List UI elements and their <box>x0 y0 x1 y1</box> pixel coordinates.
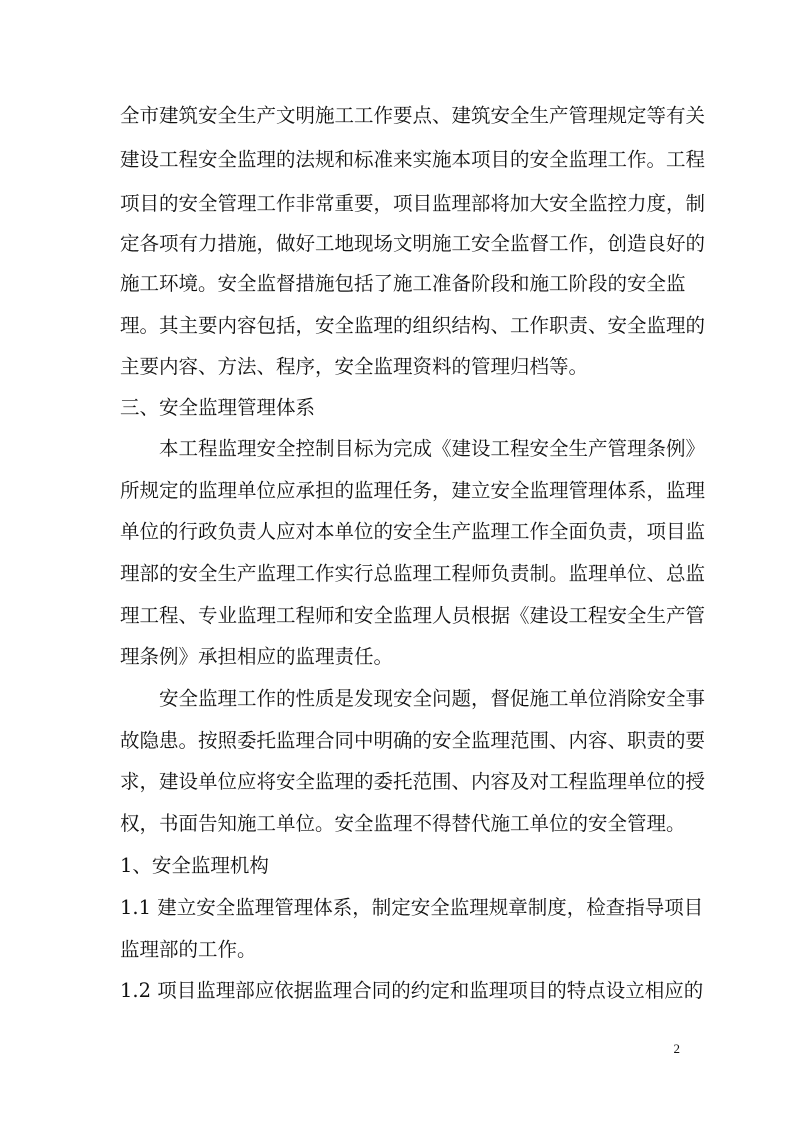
paragraph-line: 1.1 建立安全监理管理体系，制定安全监理规章制度，检查指导项目 <box>120 896 704 919</box>
paragraph-line: 主要内容、方法、程序，安全监理资料的管理归档等。 <box>120 355 589 378</box>
paragraph-line: 所规定的监理单位应承担的监理任务，建立安全监理管理体系，监理 <box>120 479 706 502</box>
paragraph-line: 1.2 项目监理部应依据监理合同的约定和监理项目的特点设立相应的 <box>120 979 704 1002</box>
paragraph-line: 项目的安全管理工作非常重要，项目监理部将加大安全监控力度，制 <box>120 192 706 215</box>
paragraph-line: 理部的安全生产监理工作实行总监理工程师负责制。监理单位、总监 <box>120 562 706 585</box>
paragraph-line: 全市建筑安全生产文明施工工作要点、建筑安全生产管理规定等有关 <box>120 104 706 127</box>
paragraph-line: 单位的行政负责人应对本单位的安全生产监理工作全面负责，项目监 <box>120 520 706 543</box>
paragraph-line: 定各项有力措施，做好工地现场文明施工安全监督工作，创造良好的 <box>120 232 706 255</box>
paragraph-line: 理工程、专业监理工程师和安全监理人员根据《建设工程安全生产管 <box>120 604 706 627</box>
paragraph-line: 故隐患。按照委托监理合同中明确的安全监理范围、内容、职责的要 <box>120 729 706 752</box>
paragraph-line: 施工环境。安全监督措施包括了施工准备阶段和施工阶段的安全监 <box>120 272 686 295</box>
paragraph-line: 本工程监理安全控制目标为完成《建设工程安全生产管理条例》 <box>159 437 706 460</box>
paragraph-line: 安全监理工作的性质是发现安全问题，督促施工单位消除安全事 <box>159 687 706 710</box>
paragraph-line: 监理部的工作。 <box>120 938 257 961</box>
paragraph-line: 理。其主要内容包括，安全监理的组织结构、工作职责、安全监理的 <box>120 314 706 337</box>
section-heading: 1、安全监理机构 <box>120 854 269 877</box>
paragraph-line: 建设工程安全监理的法规和标准来实施本项目的安全监理工作。工程 <box>120 148 706 171</box>
paragraph-line: 权，书面告知施工单位。安全监理不得替代施工单位的安全管理。 <box>120 812 686 835</box>
section-heading: 三、安全监理管理体系 <box>120 396 316 419</box>
paragraph-line: 求，建设单位应将安全监理的委托范围、内容及对工程监理单位的授 <box>120 770 706 793</box>
paragraph-line: 理条例》承担相应的监理责任。 <box>120 645 394 668</box>
page-number: 2 <box>673 1041 680 1056</box>
